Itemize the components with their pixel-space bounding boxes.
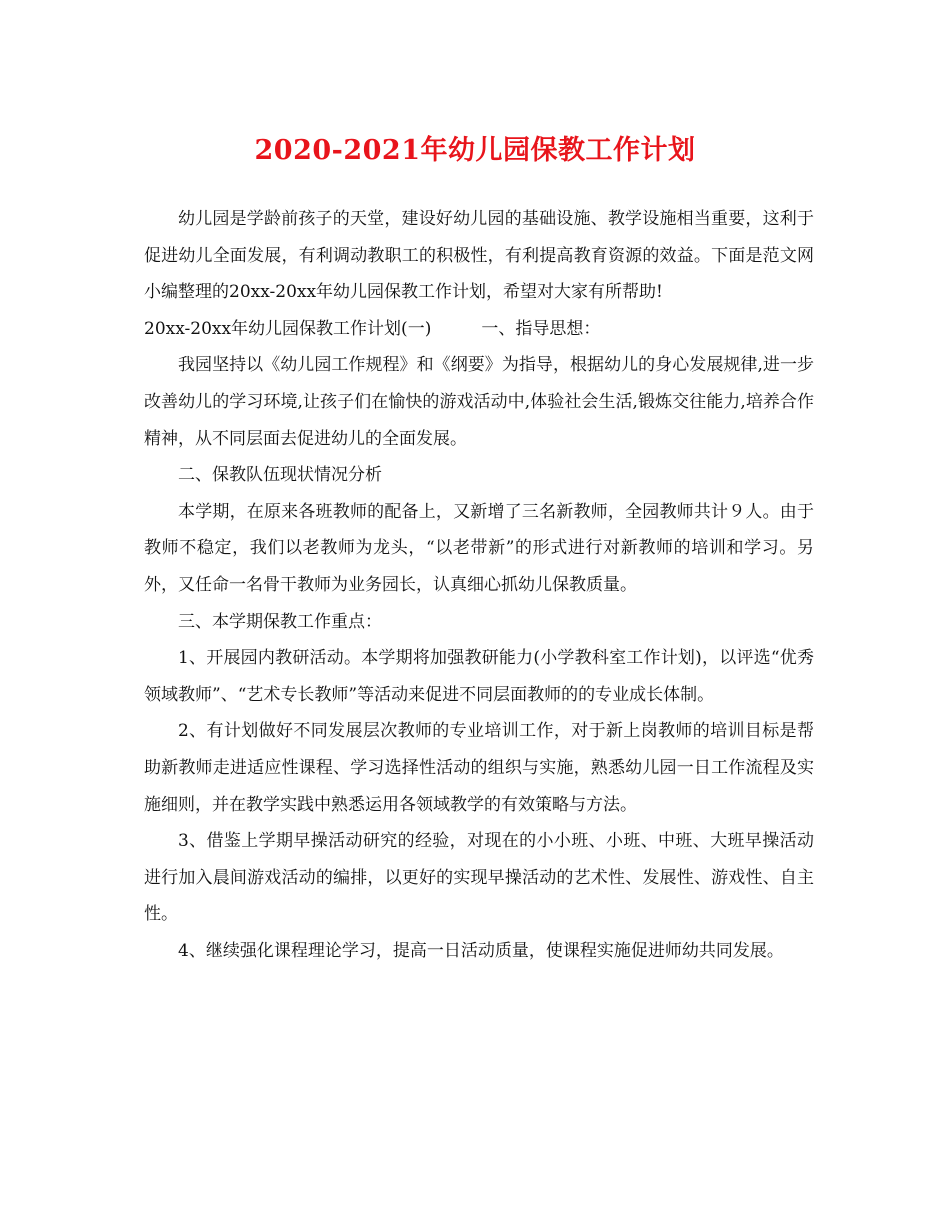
list-item: 3、借鉴上学期早操活动研究的经验，对现在的小小班、小班、中班、大班早操活动进行加入晨间游戏活动的编排，以更好的实现早操活动的艺术性、发展性、游戏性、自主性。: [144, 831, 814, 925]
section3-heading: 三、本学期保教工作重点：: [178, 611, 382, 632]
section2-heading: 二、保教队伍现状情况分析: [178, 465, 382, 486]
section1-paragraph: 我园坚持以《幼儿园工作规程》和《纲要》为指导，根据幼儿的身心发展规律,进一步改善幼儿的学习环境,让孩子们在愉快的游戏活动中,体验社会生活,锻炼交往能力,培养合作精神，从不同层面去促进幼儿的全面发展。: [144, 355, 814, 449]
list-item: 4、继续强化课程理论学习，提高一日活动质量，使课程实施促进师幼共同发展。: [178, 940, 784, 961]
intro-paragraph: 幼儿园是学龄前孩子的天堂，建设好幼儿园的基础设施、教学设施相当重要，这利于促进幼儿全面发展，有利调动教职工的积极性，有利提高教育资源的效益。下面是范文网小编整理的20xx-20xx年幼儿园保教工作计划，希望对大家有所帮助!: [144, 209, 814, 303]
section2-paragraph: 本学期，在原来各班教师的配备上，又新增了三名新教师，全园教师共计９人。由于教师不稳定，我们以老教师为龙头，“以老带新”的形式进行对新教师的培训和学习。另外，又任命一名骨干教师为业务园长，认真细心抓幼儿保教质量。: [144, 501, 814, 595]
document-body: [144, 201, 814, 969]
plan-heading-line: [144, 311, 814, 348]
list-item: 2、有计划做好不同发展层次教师的专业培训工作，对于新上岗教师的培训目标是帮助新教师走进适应性课程、学习选择性活动的组织与实施，熟悉幼儿园一日工作流程及实施细则，并在教学实践中熟悉运用各领域教学的有效策略与方法。: [144, 721, 814, 815]
list-item: 1、开展园内教研活动。本学期将加强教研能力(小学教科室工作计划)，以评选“优秀领域教师”、“艺术专长教师”等活动来促进不同层面教师的的专业成长体制。: [144, 648, 814, 705]
section1-heading: 一、指导思想：: [481, 318, 601, 339]
plan-heading: 20xx-20xx年幼儿园保教工作计划(一): [144, 318, 432, 339]
document-title: 2020-2021年幼儿园保教工作计划: [254, 135, 696, 166]
